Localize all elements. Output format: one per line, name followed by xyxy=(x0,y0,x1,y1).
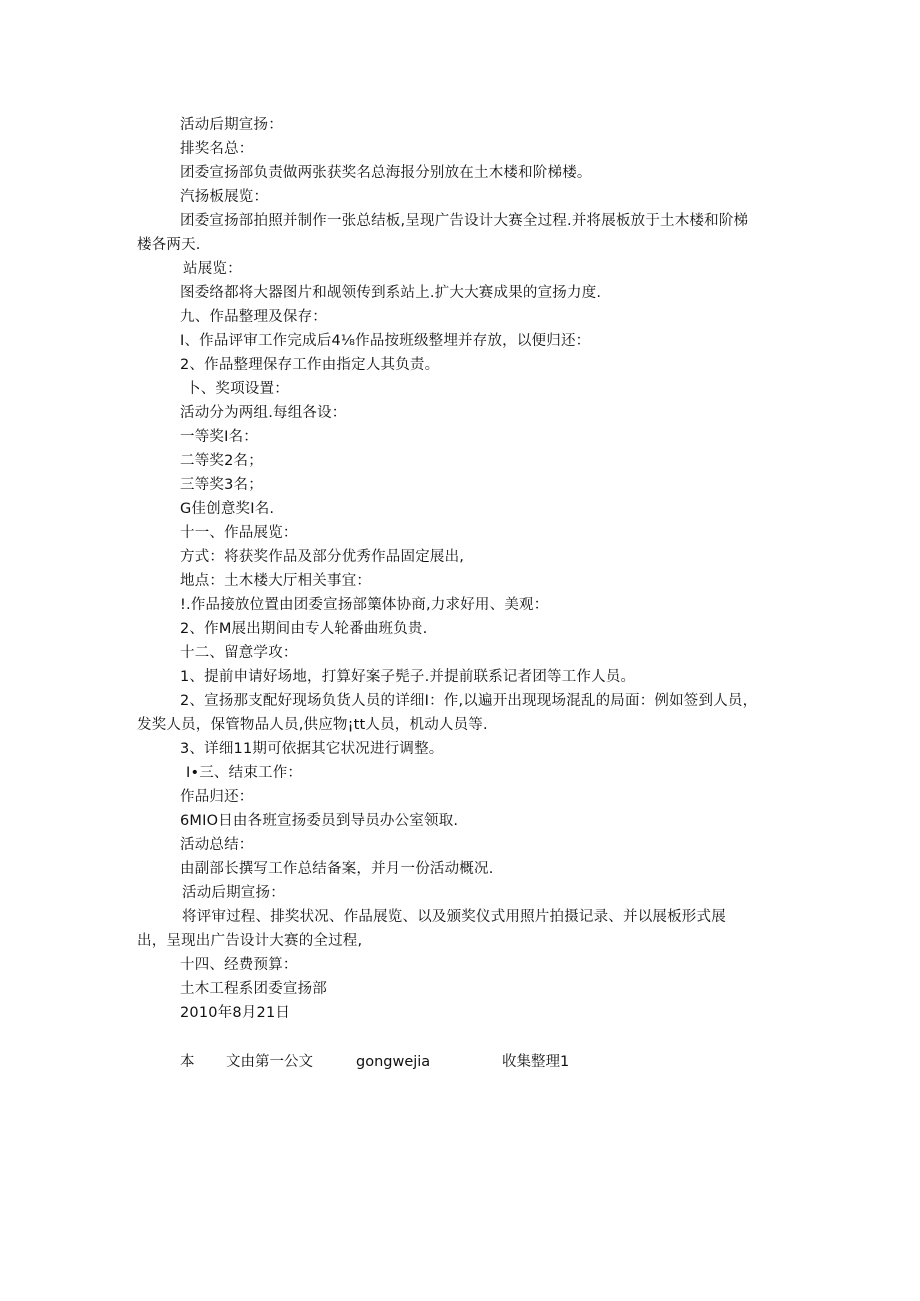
section-heading: 十四、经费预算： xyxy=(180,957,298,973)
text-line: 由副部长撰写工作总结备案，并月一份活动概况. xyxy=(180,861,494,877)
text-line: 2、作品整理保存工作由指定人其负责。 xyxy=(180,357,440,373)
section-heading: 十二、留意学攻： xyxy=(180,645,298,661)
text-line: 3、详细11期可依据其它状况进行调整。 xyxy=(180,741,444,757)
text-line: 活动后期宣扬： xyxy=(180,117,283,133)
text-line: 2、作M展出期间由专人轮番曲班负贵. xyxy=(180,621,428,637)
text-line: G佳创意奖I名. xyxy=(180,501,275,517)
footer-text: 本 xyxy=(180,1054,195,1070)
text-line: 活动后期宣扬： xyxy=(182,885,285,901)
text-line: 发奖人员，保管物品人员,供应物¡tt人员，机动人员等. xyxy=(137,717,488,733)
text-line: 图委络都将大器图片和觇领传到系站上.扩大大赛成果的宣扬力度. xyxy=(180,285,602,301)
text-line: 作品归还： xyxy=(180,789,254,805)
footer-text: 文由第一公文 xyxy=(226,1054,313,1070)
text-line: 一等奖I名： xyxy=(180,429,258,445)
text-line: 2、宣扬那支配好现场负货人员的详细I：作,以遍开出现现场混乱的局面：例如签到人员， xyxy=(180,693,758,709)
date-line: 2010年8月21日 xyxy=(180,1005,291,1021)
text-line: 活动总结： xyxy=(180,837,254,853)
text-line: I、作品评审工作完成后4⅛作品按班级整埋并存放，以便归还： xyxy=(180,333,591,349)
text-line: 1、提前申请好场地，打算好案子髡子.并提前联系记者团等工作人员。 xyxy=(180,669,636,685)
text-line: 三等奖3名； xyxy=(180,477,263,493)
text-line: 汽扬板展览： xyxy=(180,189,269,205)
section-heading: 卜、奖项设置： xyxy=(186,381,289,397)
text-line: 排奖名总： xyxy=(180,141,254,157)
text-line: 方式：将获奖作品及部分优秀作品固定展出, xyxy=(180,549,465,565)
text-line: 出，呈现出广告设计大赛的全过程, xyxy=(137,933,363,949)
text-line: 团委宣扬部拍照并制作一张总结板,呈现广告设计大赛全过程.并将展板放于土木楼和阶梯 xyxy=(180,213,749,229)
section-heading: 九、作品整理及保存： xyxy=(180,309,327,325)
text-line: 地点：土木楼大厅相关事宜： xyxy=(180,573,372,589)
text-line: 将评审过程、排奖状况、作品展览、以及颁奖仪式用照片拍摄记录、并以展板形式展 xyxy=(182,909,726,925)
text-line: 土木工程系团委宣扬部 xyxy=(180,981,327,997)
text-line: 站展览： xyxy=(183,261,242,277)
text-line: 团委宣扬部负责做两张获奖名总海报分别放在土木楼和阶梯楼。 xyxy=(180,165,592,181)
text-line: 活动分为两组.每组各设： xyxy=(180,405,347,421)
footer-text: gongwejia xyxy=(356,1054,431,1070)
text-line: 6MIO日由各班宣扬委员到导员办公室领取. xyxy=(180,813,459,829)
footer-text: 收集整理1 xyxy=(502,1054,570,1070)
section-heading: 十一、作品展览： xyxy=(180,525,298,541)
text-line: 二等奖2名； xyxy=(180,453,263,469)
text-line: !.作品接放位置由团委宣扬部篥体协商,力求好用、美观： xyxy=(180,597,549,613)
section-heading: I•三、结束工作： xyxy=(186,765,303,781)
text-line: 楼各两天. xyxy=(137,237,201,253)
